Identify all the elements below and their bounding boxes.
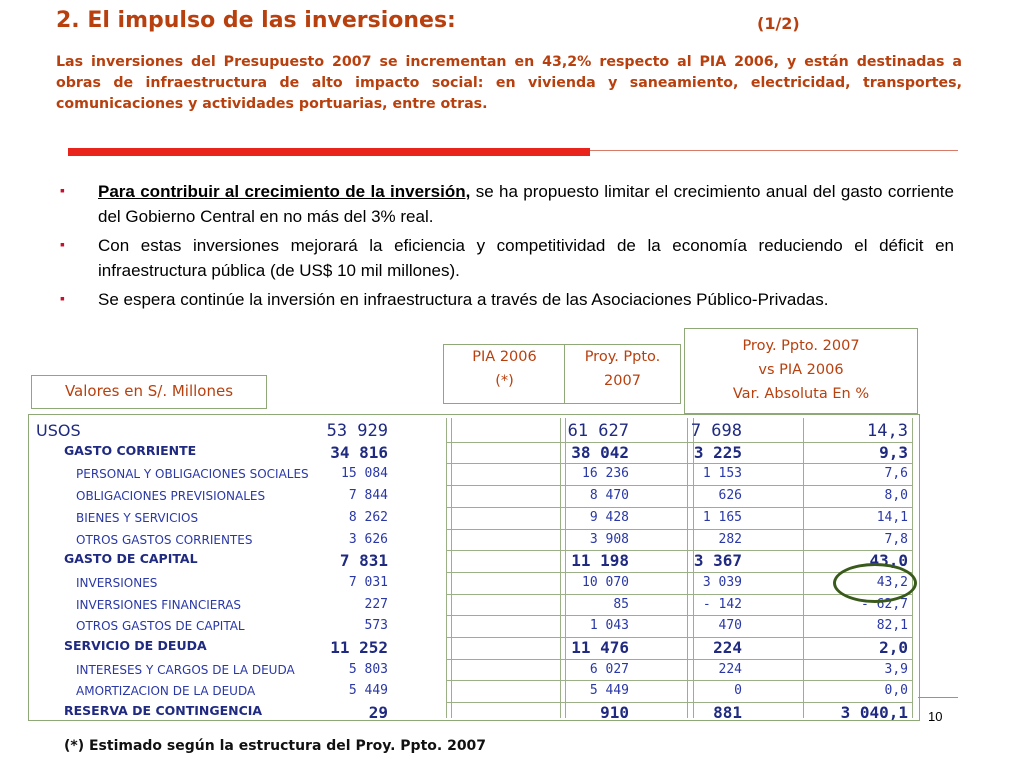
- header-var-line2: vs PIA 2006: [758, 362, 844, 378]
- value-proy-2007: 38 042: [571, 442, 629, 462]
- page-number: 10: [928, 709, 943, 724]
- value-pia-2006: 53 929: [326, 421, 388, 441]
- row-label: SERVICIO DE DEUDA: [64, 638, 207, 653]
- title-rule-thick: [68, 148, 590, 156]
- table-row: [28, 530, 918, 552]
- table-row: [28, 464, 918, 486]
- title-rule-thin: [590, 150, 958, 151]
- value-proy-2007: 1 043: [589, 618, 629, 634]
- value-pia-2006: 7 831: [339, 551, 388, 571]
- value-pia-2006: 227: [364, 596, 388, 612]
- value-var-absoluta: 470: [718, 618, 742, 634]
- value-proy-2007: 3 908: [589, 531, 629, 547]
- value-var-pct: 7,6: [884, 466, 908, 482]
- value-var-pct: 8,0: [884, 488, 908, 504]
- value-proy-2007: 16 236: [582, 466, 629, 482]
- value-var-absoluta: - 142: [702, 596, 742, 612]
- value-var-absoluta: 0: [734, 683, 742, 699]
- value-var-pct: 2,0: [879, 638, 908, 657]
- value-pia-2006: 29: [368, 703, 388, 723]
- row-label: PERSONAL Y OBLIGACIONES SOCIALES: [76, 467, 309, 482]
- bullet-marker-icon: ▪: [60, 236, 65, 252]
- row-label: AMORTIZACION DE LA DEUDA: [76, 684, 256, 699]
- value-var-pct: 3,9: [884, 661, 908, 677]
- header-pia-line1: PIA 2006: [472, 349, 537, 365]
- value-var-pct: 9,3: [879, 442, 908, 462]
- table-row: [28, 443, 918, 465]
- value-var-pct: - 62,7: [861, 596, 908, 612]
- row-label: OTROS GASTOS DE CAPITAL: [76, 619, 245, 634]
- page-indicator: (1/2): [757, 14, 800, 33]
- header-var-line1: Proy. Ppto. 2007: [742, 338, 860, 354]
- header-var-line3: Var. Absoluta En %: [732, 386, 870, 402]
- row-label: USOS: [36, 421, 81, 440]
- table-row: [28, 486, 918, 508]
- value-proy-2007: 61 627: [567, 421, 629, 441]
- bullet-text: Se espera continúe la inversión en infraestructura a través de las Asociaciones Público-Privadas.: [98, 290, 829, 309]
- page-title: 2. El impulso de las inversiones:: [56, 8, 456, 33]
- row-label: OTROS GASTOS CORRIENTES: [76, 532, 253, 547]
- table-row: [28, 573, 918, 595]
- value-pia-2006: 7 844: [348, 488, 388, 504]
- value-pia-2006: 5 803: [348, 661, 388, 677]
- value-var-absoluta: 881: [713, 703, 742, 723]
- table-row: [28, 681, 918, 703]
- footer-rule: [918, 697, 958, 698]
- value-var-absoluta: 3 367: [693, 551, 742, 571]
- row-label: INVERSIONES: [76, 575, 158, 590]
- row-label: OBLIGACIONES PREVISIONALES: [76, 489, 266, 504]
- row-label: GASTO CORRIENTE: [64, 442, 197, 458]
- value-pia-2006: 573: [364, 618, 388, 634]
- value-var-absoluta: 282: [718, 531, 742, 547]
- bullet-marker-icon: ▪: [60, 182, 65, 198]
- value-proy-2007: 5 449: [589, 683, 629, 699]
- header-proy-2007: [564, 344, 681, 404]
- value-var-pct: 43,0: [869, 551, 908, 571]
- table-row: [28, 703, 918, 725]
- value-proy-2007: 6 027: [589, 661, 629, 677]
- bullet-list: [56, 179, 954, 316]
- table-row: [28, 421, 918, 443]
- value-var-absoluta: 3 225: [693, 442, 742, 462]
- value-proy-2007: 85: [613, 596, 629, 612]
- table-row: [28, 595, 918, 617]
- table-row: [28, 551, 918, 573]
- bullet-text: Con estas inversiones mejorará la eficiencia y competitividad de la economía reduciendo el déficit en infraestructura pública (de US$ 10 mil millones).: [98, 236, 954, 280]
- value-pia-2006: 3 626: [348, 531, 388, 547]
- subtitle: Las inversiones del Presupuesto 2007 se incrementan en 43,2% respecto al PIA 2006, y están destinadas a obras de infraestructura de alto impacto social: en vivienda y saneamiento, electricidad, transportes, comunicaciones y actividades portuarias, entre otras.: [56, 54, 962, 112]
- value-var-absoluta: 224: [718, 661, 742, 677]
- row-label: RESERVA DE CONTINGENCIA: [64, 703, 263, 719]
- value-pia-2006: 8 262: [348, 509, 388, 525]
- value-var-absoluta: 1 165: [702, 509, 742, 525]
- value-var-absoluta: 7 698: [690, 421, 742, 441]
- value-proy-2007: 11 476: [571, 638, 629, 657]
- value-proy-2007: 10 070: [582, 574, 629, 590]
- bullet-marker-icon: ▪: [60, 290, 65, 306]
- value-pia-2006: 7 031: [348, 574, 388, 590]
- value-pia-2006: 34 816: [330, 442, 388, 462]
- value-proy-2007: 910: [600, 703, 629, 723]
- bullet-item: [56, 233, 954, 283]
- bullet-emphasis: Para contribuir al crecimiento de la inversión,: [98, 182, 471, 201]
- value-proy-2007: 9 428: [589, 509, 629, 525]
- highlight-circle: [833, 563, 917, 603]
- value-var-pct: 82,1: [876, 618, 908, 634]
- value-var-pct: 3 040,1: [840, 703, 908, 723]
- row-label: INTERESES Y CARGOS DE LA DEUDA: [76, 662, 295, 677]
- value-var-pct: 14,3: [867, 421, 908, 441]
- value-var-absoluta: 224: [713, 638, 742, 657]
- value-var-pct: 7,8: [884, 531, 908, 547]
- row-label: INVERSIONES FINANCIERAS: [76, 597, 242, 612]
- value-var-absoluta: 1 153: [702, 466, 742, 482]
- header-variation: [684, 328, 918, 414]
- header-proy-line2: 2007: [604, 373, 641, 389]
- value-var-pct: 43,2: [876, 574, 908, 590]
- value-pia-2006: 11 252: [330, 638, 388, 657]
- header-proy-line1: Proy. Ppto.: [584, 349, 661, 365]
- value-var-pct: 14,1: [876, 509, 908, 525]
- table-row: [28, 660, 918, 682]
- bullet-item: [56, 287, 954, 312]
- value-var-pct: 0,0: [884, 683, 908, 699]
- value-pia-2006: 5 449: [348, 683, 388, 699]
- footnote: (*) Estimado según la estructura del Proy. Ppto. 2007: [64, 738, 487, 754]
- value-pia-2006: 15 084: [341, 466, 388, 482]
- row-label: BIENES Y SERVICIOS: [76, 510, 199, 525]
- value-proy-2007: 11 198: [571, 551, 629, 571]
- bullet-text: se ha propuesto limitar el crecimiento anual del gasto corriente del Gobierno Central en no más del 3% real.: [98, 182, 954, 226]
- header-pia-line2: (*): [495, 373, 514, 389]
- units-label: Valores en S/. Millones: [31, 375, 267, 409]
- value-var-absoluta: 3 039: [702, 574, 742, 590]
- value-var-absoluta: 626: [718, 488, 742, 504]
- row-label: GASTO DE CAPITAL: [64, 551, 198, 567]
- value-proy-2007: 8 470: [589, 488, 629, 504]
- bullet-item: [56, 179, 954, 229]
- table-row: [28, 638, 918, 660]
- table-row: [28, 508, 918, 530]
- table-row: [28, 616, 918, 638]
- header-pia-2006: [443, 344, 566, 404]
